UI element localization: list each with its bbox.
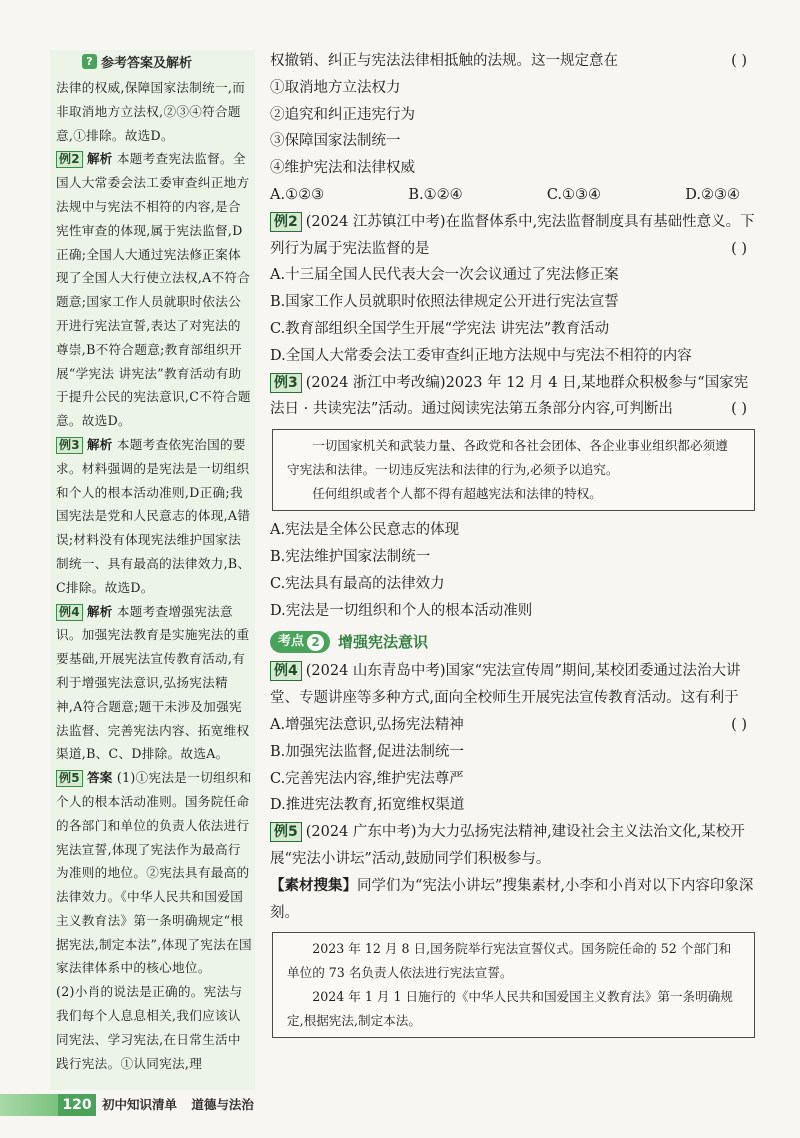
- answer-item: [56, 766, 252, 980]
- question-icon: ?: [82, 54, 97, 69]
- q1-continuation: 权撤销、纠正与宪法法律相抵触的法规。这一规定意在 ( ): [270, 48, 755, 75]
- option: B.宪法维护国家法制统一: [270, 548, 431, 565]
- q1-item: ④维护宪法和法律权威: [270, 160, 415, 177]
- material-text: 任何组织或者个人都不得有超越宪法和法律的特权。: [312, 486, 602, 502]
- material-text: 2024 年 1 月 1 日施行的《中华人民共和国爱国主义教育法》第一条明确规定,根据宪法,制定本法。: [287, 989, 733, 1029]
- answer-blank: ( ): [731, 401, 747, 418]
- answer-tag: 例2: [56, 151, 83, 168]
- answer-keyword: 解析: [86, 151, 113, 167]
- q1-item: ③保障国家法制统一: [270, 133, 401, 150]
- answer-item: [56, 433, 252, 600]
- answer-keyword: 答案: [86, 770, 113, 786]
- answer-text: (1)①宪法是一切组织和个人的根本活动准则。国务院任命的各部门和单位的负责人依法进行宪法宣誓,体现了宪法作为最高行为准则的地位。②宪法具有最高的法律效力。《中华人民共和国爱国主义教育法》第一条明确规定“根据宪法,制定本法”,体现了宪法在国家法律体系中的核心地位。: [56, 770, 252, 976]
- answer-header-text: 参考答案及解析: [101, 55, 193, 71]
- answer-text: 本题考查宪法监督。全国人大常委会法工委审查纠正地方法规中与宪法不相符的内容,是合宪性审查的体现,属于宪法监督,D正确;全国人大通过宪法修正案体现了全国人大行使立法权,A不符合题意;国家工作人员就职时依法公开进行宪法宣誓,表达了对宪法的尊崇,B不符合题意;教育部组织开展“学宪法 讲宪法”教育活动有助于提升公民的宪法意识,C不符合题意。故选D。: [56, 151, 251, 429]
- answer-text: 本题考查依宪治国的要求。材料强调的是宪法是一切组织和个人的根本活动准则,D正确;我国宪法是党和人民意志的体现,A错误;材料没有体现宪法维护国家法制统一、具有最高的法律效力,B、C排除。故选D。: [56, 436, 251, 595]
- option: A.①②③: [270, 186, 325, 203]
- kaodian-badge: 考点 2: [270, 631, 330, 653]
- answer-tag: 例4: [56, 604, 83, 621]
- kaodian-heading: [270, 628, 755, 656]
- answer-blank: ( ): [731, 716, 747, 733]
- footer-text: [102, 1094, 264, 1116]
- option: C.教育部组织全国学生开展“学宪法 讲宪法”教育活动: [270, 320, 610, 337]
- option: B.加强宪法监督,促进法制统一: [270, 743, 464, 760]
- answer-blank: ( ): [731, 240, 747, 257]
- example-3-stem: 例3 (2024 浙江中考改编)2023 年 12 月 4 日,某地群众积极参与“国家宪法日 · 共读宪法”活动。通过阅读宪法第五条部分内容,可判断出 ( ): [270, 370, 755, 424]
- q1-item: ①取消地方立法权力: [270, 79, 401, 96]
- example-tag: 例2: [270, 212, 302, 232]
- page-footer: [0, 1094, 800, 1118]
- kaodian-number: 2: [307, 634, 324, 651]
- answer-keyword: 解析: [86, 603, 113, 619]
- material-text: 2023 年 12 月 8 日,国务院举行宪法宣誓仪式。国务院任命的 52 个部门和单位的 73 名负责人依法进行宪法宣誓。: [287, 941, 732, 981]
- option: A.增强宪法意识,弘扬宪法精神: [270, 716, 464, 733]
- answer-item: [56, 600, 252, 767]
- answer-item: [56, 147, 252, 433]
- example-tag: 例5: [270, 822, 302, 842]
- example-5-sub: 【素材搜集】同学们为“宪法小讲坛”搜集素材,小李和小肖对以下内容印象深刻。: [270, 877, 754, 921]
- subject-title: 道德与法治: [191, 1097, 254, 1112]
- answer-header: [82, 50, 192, 72]
- page-number: 120: [58, 1094, 96, 1116]
- option: D.全国人大常委会法工委审查纠正地方法规中与宪法不相符的内容: [270, 347, 692, 364]
- option: D.②③④: [685, 186, 740, 203]
- material-box: [272, 429, 755, 511]
- kaodian-title: 增强宪法意识: [338, 632, 429, 651]
- example-4-stem: 例4 (2024 山东青岛中考)国家“宪法宣传周”期间,某校团委通过法治大讲堂、专题讲座等多种方式,面向全校师生开展宪法宣传教育活动。这有利于 ( ): [270, 658, 755, 712]
- q1-options: [270, 182, 740, 209]
- question-column: [270, 48, 755, 1044]
- option: C.①③④: [546, 186, 602, 203]
- option: D.推进宪法教育,拓宽维权渠道: [270, 797, 465, 814]
- answer-blank: ( ): [731, 53, 747, 69]
- answer-tag: 例3: [56, 437, 83, 454]
- q1-item: ②追究和纠正违宪行为: [270, 106, 415, 123]
- material-text: 一切国家机关和武装力量、各政党和各社会团体、各企业事业组织都必须遵守宪法和法律。一切违反宪法和法律的行为,必须予以追究。: [287, 438, 728, 478]
- option: B.①②④: [408, 186, 463, 203]
- sub-tag: 【素材搜集】: [270, 877, 357, 894]
- material-box: [272, 932, 755, 1038]
- example-2-stem: 例2 (2024 江苏镇江中考)在监督体系中,宪法监督制度具有基础性意义。下列行为属于宪法监督的是 ( ): [270, 209, 755, 263]
- option: A.宪法是全体公民意志的体现: [270, 522, 460, 539]
- answer-body: [56, 76, 252, 1075]
- option: C.宪法具有最高的法律效力: [270, 575, 445, 592]
- book-title: 初中知识清单: [102, 1097, 178, 1112]
- option: C.完善宪法内容,维护宪法尊严: [270, 770, 464, 787]
- option: D.宪法是一切组织和个人的根本活动准则: [270, 602, 533, 619]
- answer-tail: (2)小肖的说法是正确的。宪法与我们每个人息息相关,我们应该认同宪法、学习宪法,在日常生活中践行宪法。①认同宪法,理: [56, 984, 243, 1071]
- answer-intro: 法律的权威,保障国家法制统一,而非取消地方立法权,②③④符合题意,①排除。故选D。: [56, 80, 246, 143]
- option: B.国家工作人员就职时依照法律规定公开进行宪法宣誓: [270, 294, 619, 311]
- answer-text: 本题考查增强宪法意识。加强宪法教育是实施宪法的重要基础,开展宪法宣传教育活动,有利于增强宪法意识,弘扬宪法精神,A符合题意;题干未涉及加强宪法监督、完善宪法内容、拓宽维权渠道,B、C、D排除。故选A。: [56, 603, 250, 762]
- example-tag: 例4: [270, 661, 302, 681]
- answer-keyword: 解析: [86, 436, 113, 452]
- option: A.十三届全国人民代表大会一次会议通过了宪法修正案: [270, 267, 619, 284]
- example-tag: 例3: [270, 373, 302, 393]
- example-5-stem: 例5 (2024 广东中考)为大力弘扬宪法精神,建设社会主义法治文化,某校开展“宪法小讲坛”活动,鼓励同学们积极参与。: [270, 824, 745, 867]
- answer-tag: 例5: [56, 770, 83, 787]
